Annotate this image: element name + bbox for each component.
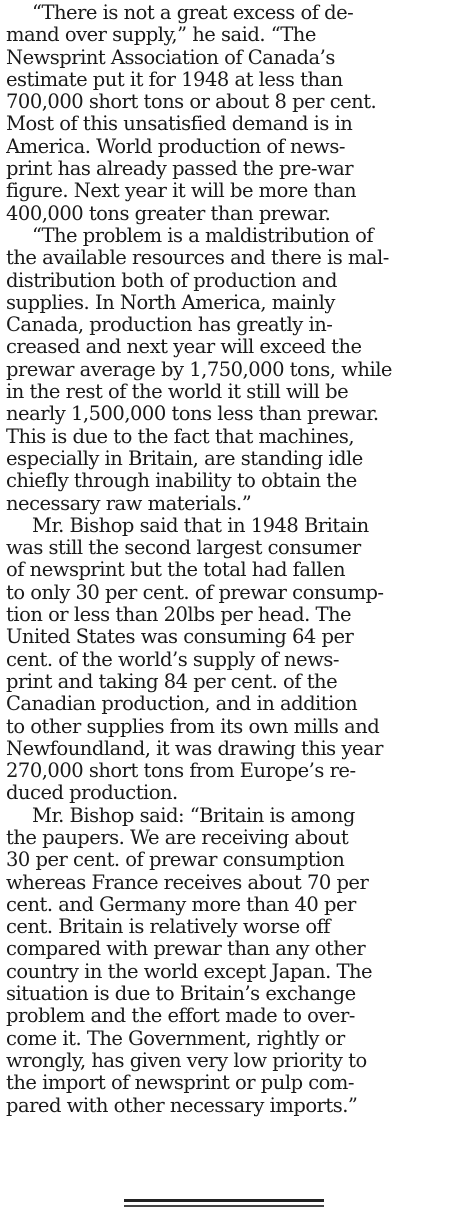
text-line: Canadian production, and in addition xyxy=(6,693,358,716)
text-line: come it. The Government, rightly or xyxy=(6,1027,345,1050)
text-line: the paupers. We are receiving about xyxy=(6,826,349,849)
text-line: 700,000 short tons or about 8 per cent. xyxy=(6,91,377,114)
text-line: to only 30 per cent. of prewar consump- xyxy=(6,581,384,604)
text-line: Mr. Bishop said that in 1948 Britain xyxy=(32,514,369,537)
text-line: “There is not a great excess of de- xyxy=(32,2,354,24)
paragraph-1 xyxy=(6,2,450,225)
text-line: Most of this unsatisfied demand is in xyxy=(6,113,353,136)
text-line: country in the world except Japan. The xyxy=(6,960,373,983)
text-line: to other supplies from its own mills and xyxy=(6,715,380,738)
text-line: cent. of the world’s supply of news- xyxy=(6,648,339,671)
text-line: 270,000 short tons from Europe’s re- xyxy=(6,760,356,783)
text-line: Mr. Bishop said: “Britain is among xyxy=(32,804,355,827)
text-line: pared with other necessary imports.” xyxy=(6,1094,358,1117)
text-line: nearly 1,500,000 tons less than prewar. xyxy=(6,403,379,426)
text-line: Newsprint Association of Canada’s xyxy=(6,46,335,69)
text-line: distribution both of production and xyxy=(6,269,337,292)
text-line: This is due to the fact that machines, xyxy=(6,425,355,448)
text-line: 30 per cent. of prewar consumption xyxy=(6,849,345,872)
text-line: was still the second largest consumer xyxy=(6,537,361,560)
paragraph-3 xyxy=(6,515,450,805)
paragraph-4 xyxy=(6,805,450,1117)
article-column xyxy=(6,2,450,1117)
text-line: Newfoundland, it was drawing this year xyxy=(6,737,383,760)
text-line: situation is due to Britain’s exchange xyxy=(6,983,356,1006)
paragraph-2 xyxy=(6,225,450,515)
text-line: the import of newsprint or pulp com- xyxy=(6,1072,354,1095)
text-line: compared with prewar than any other xyxy=(6,938,366,961)
text-line: “The problem is a maldistribution of xyxy=(32,224,374,247)
text-line: estimate put it for 1948 at less than xyxy=(6,68,343,91)
text-line: print has already passed the pre-war xyxy=(6,158,354,181)
text-line: whereas France receives about 70 per xyxy=(6,871,369,894)
text-line: necessary raw materials.” xyxy=(6,492,252,515)
text-line: especially in Britain, are standing idle xyxy=(6,447,363,470)
end-rule xyxy=(124,1199,324,1202)
text-line: 400,000 tons greater than prewar. xyxy=(6,202,331,225)
text-line: the available resources and there is mal- xyxy=(6,247,389,270)
text-line: chiefly through inability to obtain the xyxy=(6,470,357,493)
text-line: figure. Next year it will be more than xyxy=(6,180,357,203)
text-line: wrongly, has given very low priority to xyxy=(6,1049,367,1072)
text-line: tion or less than 20lbs per head. The xyxy=(6,604,352,627)
text-line: Canada, production has greatly in- xyxy=(6,314,333,337)
text-line: mand over supply,” he said. “The xyxy=(6,24,316,47)
text-line: print and taking 84 per cent. of the xyxy=(6,670,338,693)
text-line: problem and the effort made to over- xyxy=(6,1005,355,1028)
text-line: creased and next year will exceed the xyxy=(6,336,362,359)
text-line: in the rest of the world it still will be xyxy=(6,381,349,404)
text-line: cent. and Germany more than 40 per xyxy=(6,893,356,916)
text-line: America. World production of news- xyxy=(6,135,345,158)
text-line: of newsprint but the total had fallen xyxy=(6,559,346,582)
text-line: duced production. xyxy=(6,782,178,805)
text-line: United States was consuming 64 per xyxy=(6,626,354,649)
text-line: cent. Britain is relatively worse off xyxy=(6,916,331,939)
text-line: supplies. In North America, mainly xyxy=(6,291,335,314)
end-rule-thin xyxy=(124,1205,324,1207)
text-line: prewar average by 1,750,000 tons, while xyxy=(6,358,392,381)
